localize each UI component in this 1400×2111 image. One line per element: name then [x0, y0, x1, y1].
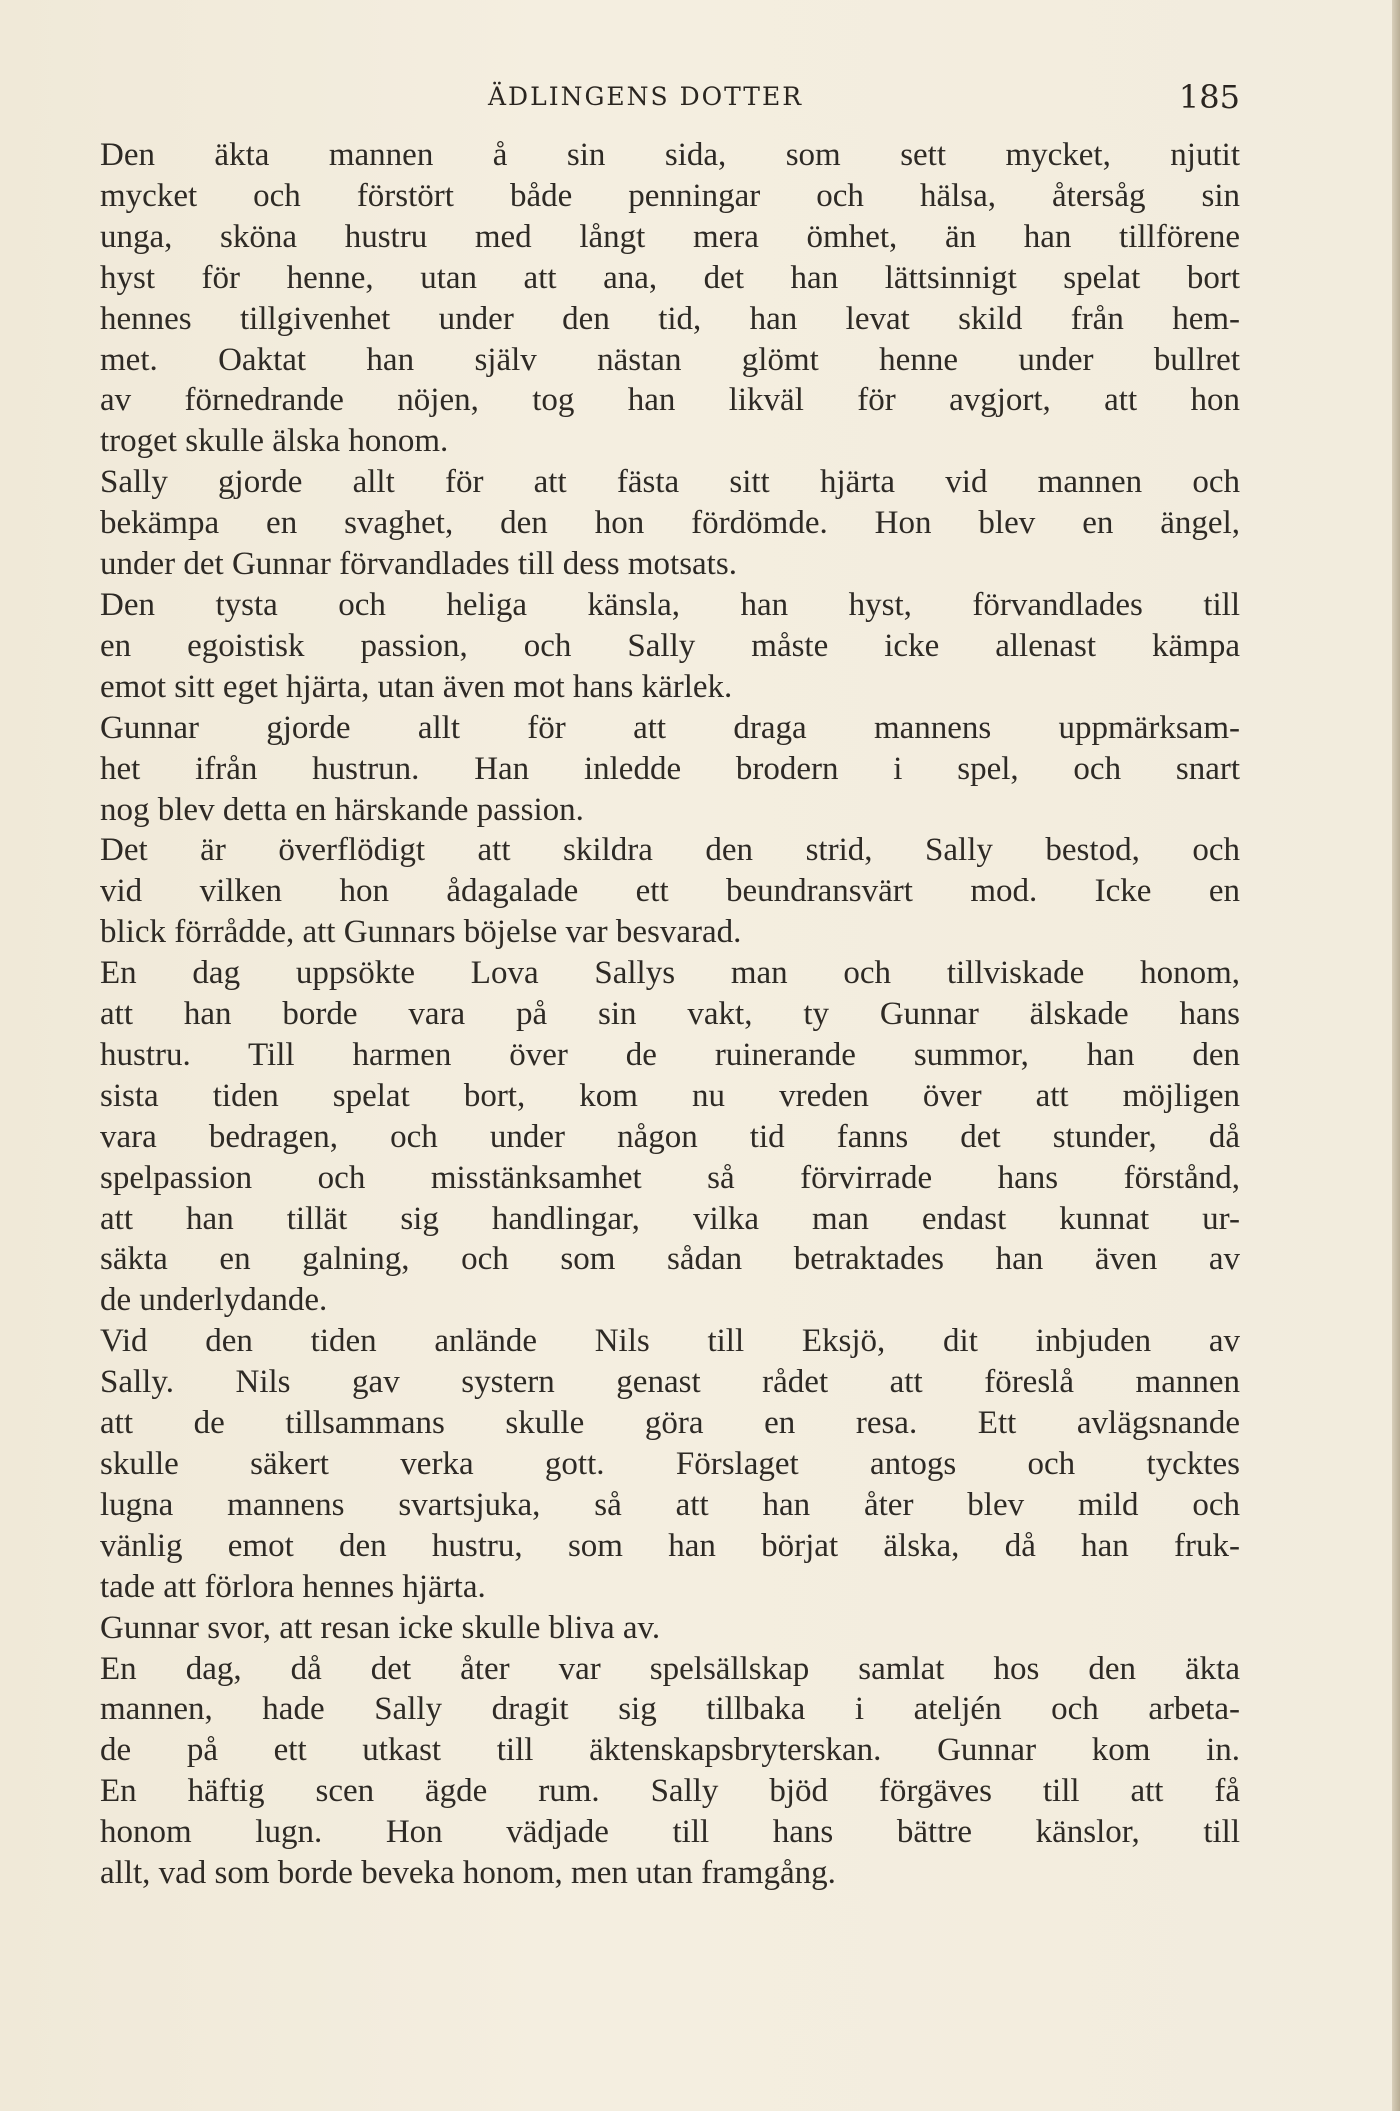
text-line: under det Gunnar förvandlades till dess motsats.	[100, 546, 737, 583]
text-line: lugna mannens svartsjuka, så att han åter blev mild och	[100, 1486, 1240, 1523]
text-line: av förnedrande nöjen, tog han likväl för avgjort, att hon	[100, 382, 1240, 419]
text-line: spelpassion och misstänksamhet så förvirrade hans förstånd,	[100, 1159, 1240, 1196]
text-line: met. Oaktat han själv nästan glömt henne under bullret	[100, 341, 1240, 378]
text-line: vänlig emot den hustru, som han börjat älska, då han fruk-	[100, 1527, 1240, 1564]
text-line: de på ett utkast till äktenskapsbryterskan. Gunnar kom in.	[100, 1732, 1240, 1769]
text-line: emot sitt eget hjärta, utan även mot hans kärlek.	[100, 668, 733, 705]
text-line: Sally. Nils gav systern genast rådet att föreslå mannen	[100, 1364, 1240, 1401]
text-line: troget skulle älska honom.	[100, 423, 449, 460]
text-line: hustru. Till harmen över de ruinerande summor, han den	[100, 1036, 1240, 1073]
text-line: att han tillät sig handlingar, vilka man endast kunnat ur-	[100, 1200, 1240, 1237]
text-line: Gunnar svor, att resan icke skulle bliva av.	[100, 1609, 661, 1646]
text-line: en egoistisk passion, och Sally måste icke allenast kämpa	[100, 627, 1240, 664]
paragraph	[100, 585, 1240, 708]
paragraph	[100, 135, 1240, 462]
paragraph	[100, 953, 1240, 1321]
text-line: Sally gjorde allt för att fästa sitt hjärta vid mannen och	[100, 464, 1240, 501]
text-line: unga, sköna hustru med långt mera ömhet, än han tillförene	[100, 218, 1240, 255]
body-text	[100, 135, 1240, 1894]
text-line: hennes tillgivenhet under den tid, han levat skild från hem-	[100, 300, 1240, 337]
text-line: Gunnar gjorde allt för att draga mannens uppmärksam-	[100, 709, 1240, 746]
page-header	[100, 78, 1240, 128]
text-line: het ifrån hustrun. Han inledde brodern i spel, och snart	[100, 750, 1240, 787]
text-line: att de tillsammans skulle göra en resa. Ett avlägsnande	[100, 1405, 1240, 1442]
paragraph	[100, 1649, 1240, 1894]
text-line: mannen, hade Sally dragit sig tillbaka i ateljén och arbeta-	[100, 1691, 1240, 1728]
text-line: allt, vad som borde beveka honom, men utan framgång.	[100, 1855, 836, 1892]
paragraph	[100, 830, 1240, 953]
text-line: mycket och förstört både penningar och hälsa, återsåg sin	[100, 177, 1240, 214]
text-line: att han borde vara på sin vakt, ty Gunnar älskade hans	[100, 996, 1240, 1033]
text-line: tade att förlora hennes hjärta.	[100, 1568, 486, 1605]
page-edge	[1392, 0, 1400, 2111]
text-line: hyst för henne, utan att ana, det han lättsinnigt spelat bort	[100, 259, 1240, 296]
text-line: honom lugn. Hon vädjade till hans bättre känslor, till	[100, 1814, 1240, 1851]
page-number: 185	[1178, 78, 1240, 116]
text-line: Vid den tiden anlände Nils till Eksjö, dit inbjuden av	[100, 1323, 1240, 1360]
running-title: ÄDLINGENS DOTTER	[488, 82, 804, 111]
text-line: Den äkta mannen å sin sida, som sett mycket, njutit	[100, 137, 1240, 173]
text-line: vara bedragen, och under någon tid fanns det stunder, då	[100, 1118, 1240, 1155]
paragraph	[100, 462, 1240, 585]
text-line: Den tysta och heliga känsla, han hyst, förvandlades till	[100, 586, 1240, 623]
text-line: En häftig scen ägde rum. Sally bjöd förgäves till att få	[100, 1773, 1240, 1810]
text-line: Det är överflödigt att skildra den strid, Sally bestod, och	[100, 832, 1240, 869]
text-line: de underlydande.	[100, 1282, 328, 1319]
text-line: skulle säkert verka gott. Förslaget antogs och tycktes	[100, 1446, 1240, 1482]
paragraph	[100, 708, 1240, 831]
text-line: sista tiden spelat bort, kom nu vreden över att möjligen	[100, 1077, 1240, 1114]
paragraph	[100, 1321, 1240, 1607]
text-line: säkta en galning, och som sådan betraktades han även av	[100, 1241, 1240, 1278]
text-line: En dag, då det åter var spelsällskap samlat hos den äkta	[100, 1650, 1240, 1687]
text-line: blick förrådde, att Gunnars böjelse var besvarad.	[100, 914, 742, 951]
text-line: nog blev detta en härskande passion.	[100, 791, 584, 828]
text-line: vid vilken hon ådagalade ett beundransvärt mod. Icke en	[100, 873, 1240, 910]
text-line: En dag uppsökte Lova Sallys man och tillviskade honom,	[100, 955, 1240, 992]
paragraph	[100, 1608, 1240, 1649]
text-line: bekämpa en svaghet, den hon fördömde. Hon blev en ängel,	[100, 505, 1240, 542]
